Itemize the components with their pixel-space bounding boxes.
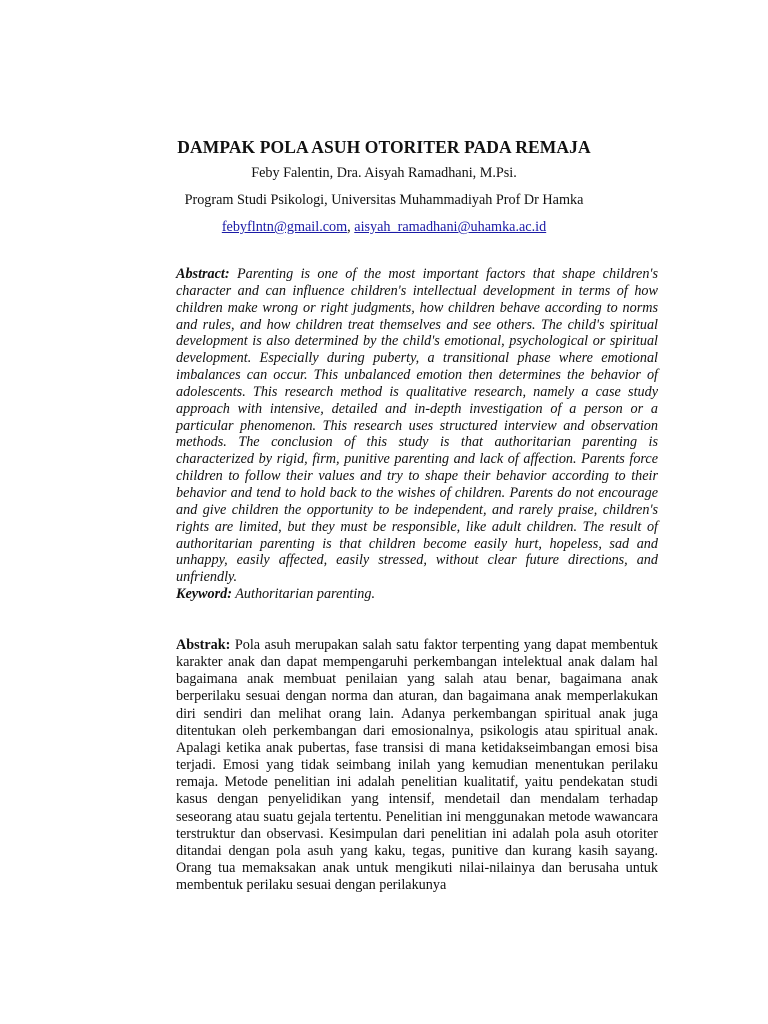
email-link-1[interactable]: febyflntn@gmail.com bbox=[221, 219, 348, 235]
email-link-2[interactable]: aisyah_ramadhani@uhamka.ac.id bbox=[354, 219, 547, 235]
paper-header bbox=[0, 136, 768, 238]
keyword-line bbox=[176, 586, 658, 603]
author-list: Feby Falentin, Dra. Aisyah Ramadhani, M.Psi. bbox=[251, 165, 517, 181]
keyword-label: Keyword: bbox=[176, 586, 232, 603]
abstract-indonesian bbox=[176, 637, 658, 894]
abstract-label: Abstract: bbox=[176, 266, 230, 282]
keyword-text: Authoritarian parenting. bbox=[231, 586, 376, 603]
abstrak-text: Pola asuh merupakan salah satu faktor terpenting yang dapat membentuk karakter anak dan dapat mempengaruhi perkembangan intelektual anak dalam hal bagaimana anak membuat penilaian yang salah atau benar, bagaimana anak berperilaku sesuai dengan norma dan aturan, dan bagaimana anak memperlakukan diri sendiri dan melihat orang lain. Adanya perkembangan spiritual anak juga ditentukan oleh perkembangan dari emosionalnya, psikologis atau spiritual anak. Apalagi ketika anak pubertas, fase transisi di mana ketidakseimbangan emosi bisa terjadi. Emosi yang tidak seimbang inilah yang kemudian menentukan perilaku remaja. Metode penelitian ini adalah penelitian kualitatif, yaitu pendekatan studi kasus dengan penyelidikan yang intensif, mendetail dan mendalam terhadap seseorang atau suatu gejala tertentu. Penelitian ini menggunakan metode wawancara terstruktur dan observasi. Kesimpulan dari penelitian ini adalah pola asuh otoriter ditandai dengan pola asuh yang kaku, tegas, punitive dan kurang kasih sayang. Orang tua memaksakan anak untuk mengikuti nilai-nilainya dan berusaha untuk membentuk perilaku sesuai dengan perilakunya bbox=[176, 637, 658, 894]
abstract-english bbox=[176, 266, 658, 603]
email-separator: , bbox=[347, 219, 355, 235]
paper-title: DAMPAK POLA ASUH OTORITER PADA REMAJA bbox=[177, 137, 591, 157]
affiliation: Program Studi Psikologi, Universitas Muhammadiyah Prof Dr Hamka bbox=[184, 192, 584, 208]
abstract-text: Parenting is one of the most important factors that shape children's character and can influence children's intellectual development in terms of how children make wrong or right judgments, how children behave according to norms and rules, and how children treat themselves and see others. The child's spiritual development is also determined by the child's emotional, psychological or spiritual development. Especially during puberty, a transitional phase where emotional imbalances can occur. This unbalanced emotion then determines the behavior of adolescents. This research method is qualitative research, namely a case study approach with intensive, detailed and in-depth investigation of a person or a particular phenomenon. This research uses structured interview and observation methods. The conclusion of this study is that authoritarian parenting is characterized by rigid, firm, punitive parenting and lack of affection. Parents force children to follow their values and try to shape their behavior according to their behavior and tend to hold back to the wishes of children. Parents do not encourage and give children the opportunity to be independent, and rarely praise, children's rights are limited, but they must be responsible, like adult children. The result of authoritarian parenting is that children become easily hurt, hopeless, sad and unhappy, easily affected, easily stressed, without clear future directions, and unfriendly. bbox=[176, 266, 658, 586]
email-line bbox=[0, 216, 768, 238]
abstrak-label: Abstrak: bbox=[176, 637, 231, 653]
